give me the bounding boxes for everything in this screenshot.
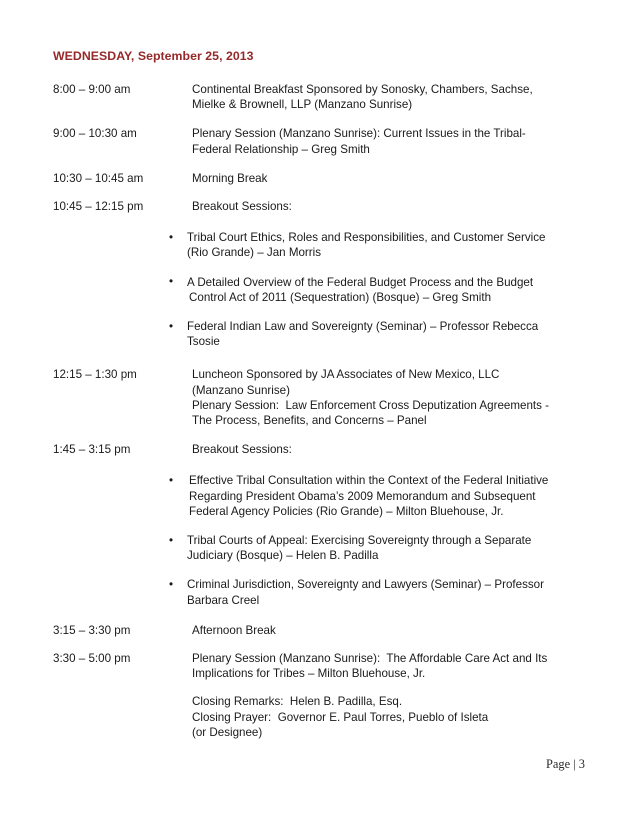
list-item-line: Regarding President Obama’s 2009 Memorandum and Subsequent	[189, 489, 536, 503]
schedule-row	[53, 199, 593, 214]
closing-line: Closing Prayer: Governor E. Paul Torres, Pueblo of Isleta	[192, 710, 489, 724]
schedule-description	[192, 623, 593, 638]
schedule-time: 10:30 – 10:45 am	[53, 171, 144, 185]
bullet-icon: •	[169, 577, 174, 591]
schedule-description	[192, 442, 593, 457]
schedule-time: 3:30 – 5:00 pm	[53, 652, 131, 666]
schedule-row	[53, 367, 593, 428]
list-item	[53, 275, 593, 305]
list-item-line: (Rio Grande) – Jan Morris	[187, 246, 322, 260]
description-line: Plenary Session: Law Enforcement Cross Deputization Agreements -	[192, 398, 549, 412]
list-item-line: Effective Tribal Consultation within the Context of the Federal Initiative	[189, 474, 549, 488]
page-title: WEDNESDAY, September 25, 2013	[53, 49, 254, 63]
list-item-line: Control Act of 2011 (Sequestration) (Bosque) – Greg Smith	[189, 290, 492, 304]
schedule-time: 10:45 – 12:15 pm	[53, 200, 144, 214]
schedule-description	[192, 367, 593, 428]
list-item-line: Tsosie	[187, 335, 220, 349]
list-item	[53, 230, 593, 260]
bullet-icon: •	[169, 319, 174, 333]
description-line: The Process, Benefits, and Concerns – Panel	[192, 414, 427, 428]
schedule-time: 12:15 – 1:30 pm	[53, 368, 137, 382]
schedule-row	[53, 442, 593, 457]
list-item-line: Judiciary (Bosque) – Helen B. Padilla	[187, 549, 379, 563]
list-item-line: Federal Agency Policies (Rio Grande) – Milton Bluehouse, Jr.	[189, 504, 504, 518]
schedule-time: 8:00 – 9:00 am	[53, 83, 131, 96]
bullet-icon: •	[169, 473, 174, 487]
schedule-description	[192, 82, 593, 112]
bullet-icon: •	[169, 230, 174, 244]
description-line: Implications for Tribes – Milton Bluehouse, Jr.	[192, 667, 426, 681]
description-line: Morning Break	[192, 171, 268, 185]
page-number-footer: Page | 3	[546, 757, 585, 771]
list-item-line: Tribal Court Ethics, Roles and Responsibilities, and Customer Service	[187, 231, 546, 245]
closing-line: (or Designee)	[192, 725, 263, 739]
list-item	[53, 473, 593, 519]
description-line: (Manzano Sunrise)	[192, 383, 290, 397]
bullet-icon: •	[169, 533, 174, 547]
list-item-line: Criminal Jurisdiction, Sovereignty and Lawyers (Seminar) – Professor	[187, 578, 544, 592]
schedule-row	[53, 171, 593, 186]
description-line: Plenary Session (Manzano Sunrise): The Affordable Care Act and Its	[192, 652, 548, 666]
list-item	[53, 533, 593, 563]
schedule-description	[192, 171, 593, 186]
description-line: Continental Breakfast Sponsored by Sonosky, Chambers, Sachse,	[192, 83, 533, 96]
list-item-line: Federal Indian Law and Sovereignty (Seminar) – Professor Rebecca	[187, 320, 539, 334]
list-item	[53, 319, 593, 349]
closing-line: Closing Remarks: Helen B. Padilla, Esq.	[192, 695, 403, 709]
description-line: Breakout Sessions:	[192, 200, 292, 214]
schedule-description	[192, 199, 593, 214]
bullet-icon: •	[169, 275, 174, 289]
afternoon-breakout-list	[53, 473, 593, 607]
schedule-row	[53, 651, 593, 740]
schedule-time: 9:00 – 10:30 am	[53, 127, 137, 141]
schedule-time: 3:15 – 3:30 pm	[53, 623, 131, 637]
schedule-time: 1:45 – 3:15 pm	[53, 443, 131, 457]
list-item	[53, 577, 593, 607]
description-line: Breakout Sessions:	[192, 443, 292, 457]
morning-breakout-list	[53, 230, 593, 349]
list-item-line: Barbara Creel	[187, 593, 260, 607]
description-line: Afternoon Break	[192, 623, 276, 637]
agenda-schedule	[53, 82, 593, 754]
schedule-description	[192, 651, 593, 740]
list-item-line: Tribal Courts of Appeal: Exercising Sovereignty through a Separate	[187, 534, 532, 548]
description-line: Plenary Session (Manzano Sunrise): Current Issues in the Tribal-	[192, 127, 526, 141]
description-line: Luncheon Sponsored by JA Associates of New Mexico, LLC	[192, 368, 500, 382]
paragraph-spacer	[192, 681, 593, 694]
schedule-row	[53, 126, 593, 156]
schedule-row	[53, 623, 593, 638]
description-line: Mielke & Brownell, LLP (Manzano Sunrise)	[192, 98, 413, 112]
schedule-description	[192, 126, 593, 156]
list-item-line: A Detailed Overview of the Federal Budget Process and the Budget	[187, 275, 534, 289]
description-line: Federal Relationship – Greg Smith	[192, 142, 370, 156]
schedule-row	[53, 82, 593, 112]
